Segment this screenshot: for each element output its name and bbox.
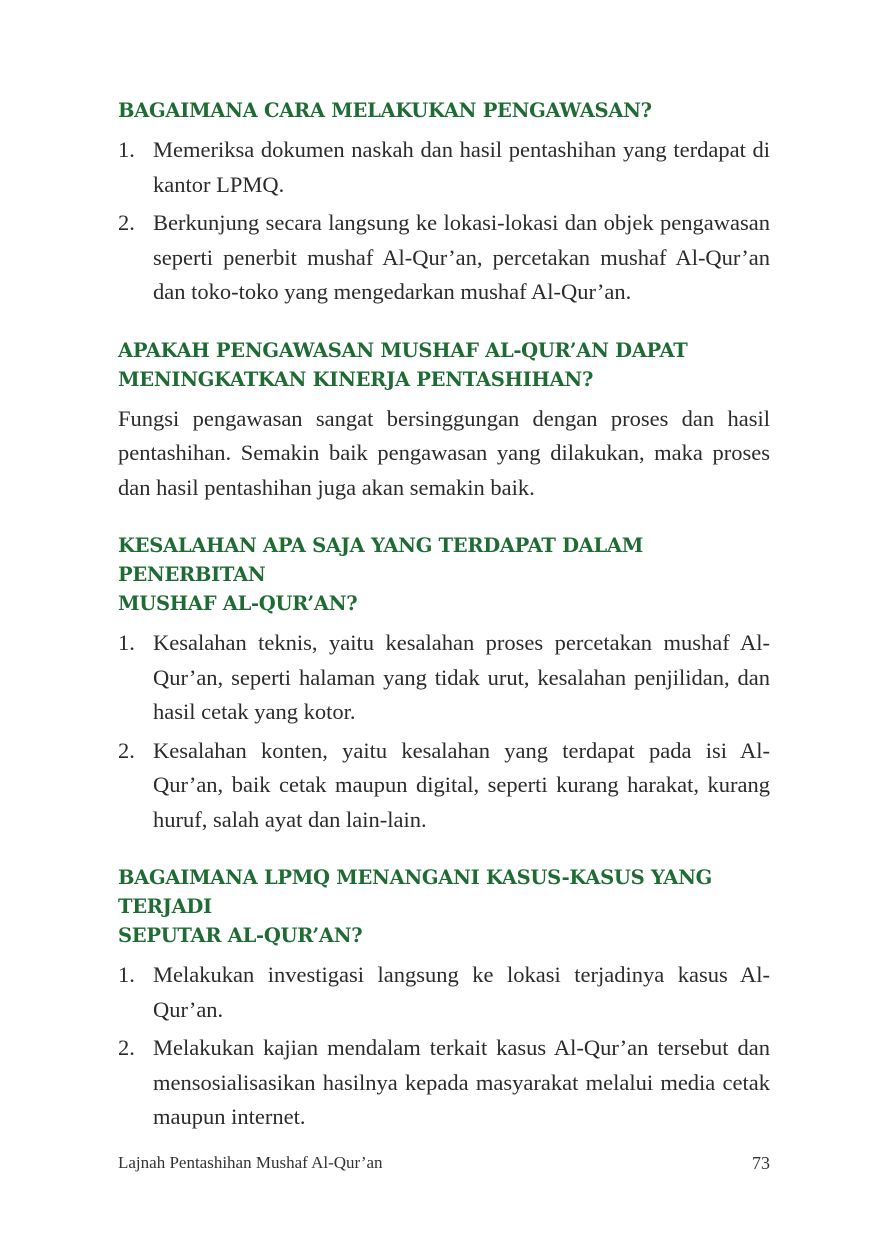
section-heading xyxy=(118,336,770,394)
heading-line: MUSHAF AL-QUR’AN? xyxy=(118,592,358,615)
list-item-text: Melakukan investigasi langsung ke lokasi terjadinya kasus Al-Qur’an. xyxy=(153,962,770,1022)
list-number: 1. xyxy=(118,630,135,655)
heading-line: KESALAHAN APA SAJA YANG TERDAPAT DALAM PENERBITAN xyxy=(118,534,644,586)
section-pengawasan xyxy=(118,96,770,310)
list-item xyxy=(118,958,770,1027)
section-heading xyxy=(118,863,770,950)
section-heading: BAGAIMANA CARA MELAKUKAN PENGAWASAN? xyxy=(118,99,652,122)
list-item-text: Berkunjung secara langsung ke lokasi-lokasi dan objek pengawasan seperti penerbit mushaf Al-Qur’an, percetakan mushaf Al-Qur’an dan toko-toko yang mengedarkan mushaf Al-Qur’an. xyxy=(153,210,770,304)
list-item xyxy=(118,626,770,730)
section-heading xyxy=(118,531,770,618)
list-number: 1. xyxy=(118,962,135,987)
section-kasus xyxy=(118,863,770,1135)
list-item xyxy=(118,133,770,202)
section-kinerja xyxy=(118,336,770,506)
list-number: 2. xyxy=(118,737,135,763)
page-number: 73 xyxy=(752,1153,770,1173)
heading-line: MENINGKATKAN KINERJA PENTASHIHAN? xyxy=(118,367,594,391)
numbered-list xyxy=(118,133,770,310)
list-item xyxy=(118,206,770,310)
list-item-text: Kesalahan konten, yaitu kesalahan yang terdapat pada isi Al-Qur’an, baik cetak maupun digital, seperti kurang harakat, kurang huruf, salah ayat dan lain-lain. xyxy=(153,737,770,832)
list-item-text: Melakukan kajian mendalam terkait kasus Al-Qur’an tersebut dan mensosialisasikan hasilnya kepada masyarakat melalui media cetak maupun internet. xyxy=(153,1035,770,1129)
list-item-text: Memeriksa dokumen naskah dan hasil pentashihan yang terdapat di kantor LPMQ. xyxy=(153,137,770,197)
list-number: 2. xyxy=(118,210,135,235)
footer-title: Lajnah Pentashihan Mushaf Al-Qur’an xyxy=(118,1153,383,1172)
list-number: 1. xyxy=(118,137,135,162)
numbered-list xyxy=(118,958,770,1135)
page-content xyxy=(118,96,770,1161)
section-kesalahan xyxy=(118,531,770,837)
heading-line: SEPUTAR AL-QUR’AN? xyxy=(118,924,363,947)
list-number: 2. xyxy=(118,1035,135,1060)
body-paragraph: Fungsi pengawasan sangat bersinggungan dengan proses dan hasil pentashihan. Semakin baik pengawasan yang dilakukan, maka proses dan hasil pentashihan juga akan semakin baik. xyxy=(118,405,770,500)
list-item-text: Kesalahan teknis, yaitu kesalahan proses percetakan mushaf Al-Qur’an, seperti halaman yang tidak urut, kesalahan penjilidan, dan hasil cetak yang kotor. xyxy=(153,630,770,724)
heading-line: BAGAIMANA LPMQ MENANGANI KASUS-KASUS YANG TERJADI xyxy=(118,866,712,918)
list-item xyxy=(118,1031,770,1135)
numbered-list xyxy=(118,626,770,837)
heading-line: APAKAH PENGAWASAN MUSHAF AL-QUR’AN DAPAT xyxy=(118,338,688,362)
list-item xyxy=(118,734,770,838)
